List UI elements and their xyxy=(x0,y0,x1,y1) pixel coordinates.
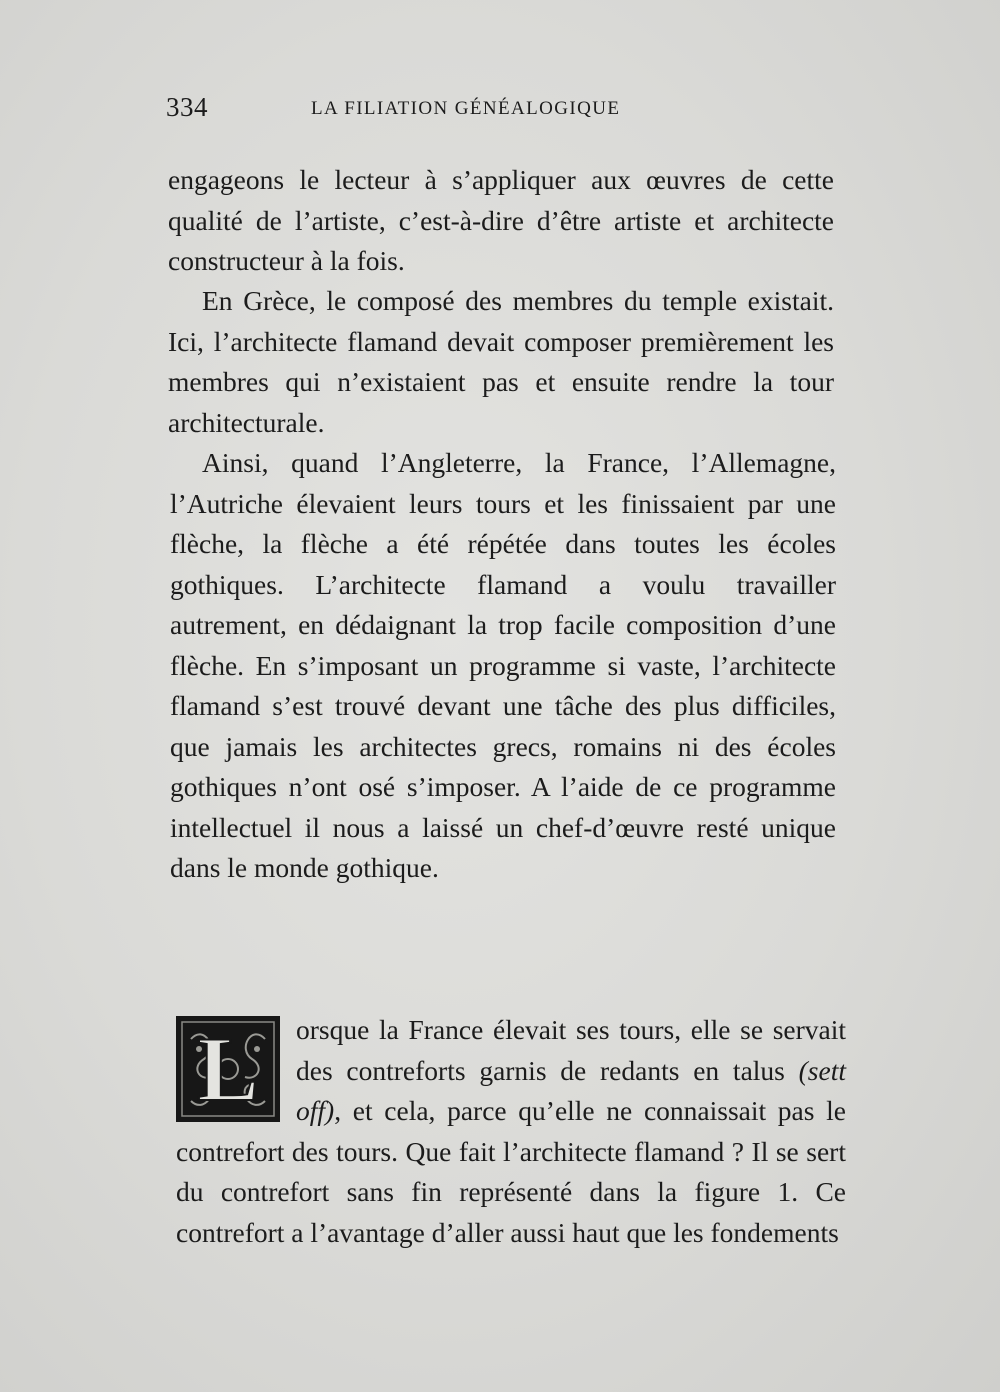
paragraph-4-text-start: orsque la France élevait ses tours, elle se servait des contreforts garnis de redants en talus xyxy=(296,1014,846,1086)
ornamental-drop-cap-icon xyxy=(176,1016,280,1122)
page-number: 334 xyxy=(166,92,208,122)
paragraph-2: En Grèce, le composé des membres du temple existait. Ici, l’architecte flamand devait composer premièrement les membres qui n’existaient pas et ensuite rendre la tour architecturale. xyxy=(168,285,834,438)
paragraph-3: Ainsi, quand l’Angleterre, la France, l’Allemagne, l’Autriche élevaient leurs tours et les finissaient par une flèche, la flèche a été répétée dans toutes les écoles gothiques. L’architecte flamand a voulu travailler autrement, en dédaignant la trop facile composition d’une flèche. En s’imposant un programme si vaste, l’architecte flamand s’est trouvé devant une tâche des plus difficiles, que jamais les architectes grecs, romains ni des écoles gothiques n’ont osé s’imposer. A l’aide de ce programme intellectuel il nous a laissé un chef-d’œuvre resté unique dans le monde gothique. xyxy=(170,447,836,883)
paragraph-4 xyxy=(176,1010,846,1253)
paragraph-1: engageons le lecteur à s’appliquer aux œuvres de cette qualité de l’artiste, c’est-à-dire d’être artiste et architecte constructeur à la fois. xyxy=(168,164,834,276)
paragraph-4-italic: (sett off) xyxy=(296,1054,846,1126)
drop-cap-letter: L xyxy=(197,1018,259,1120)
paragraph-4-text-end: , et cela, parce qu’elle ne connaissait pas le contrefort des tours. Que fait l’architecte flamand ? Il se sert du contrefort sans fin représenté dans la figure 1. Ce contrefort a l’avantage d’aller aussi haut que les fondements xyxy=(176,1095,846,1248)
running-head: LA FILIATION GÉNÉALOGIQUE xyxy=(311,98,621,119)
page-header xyxy=(166,92,866,132)
